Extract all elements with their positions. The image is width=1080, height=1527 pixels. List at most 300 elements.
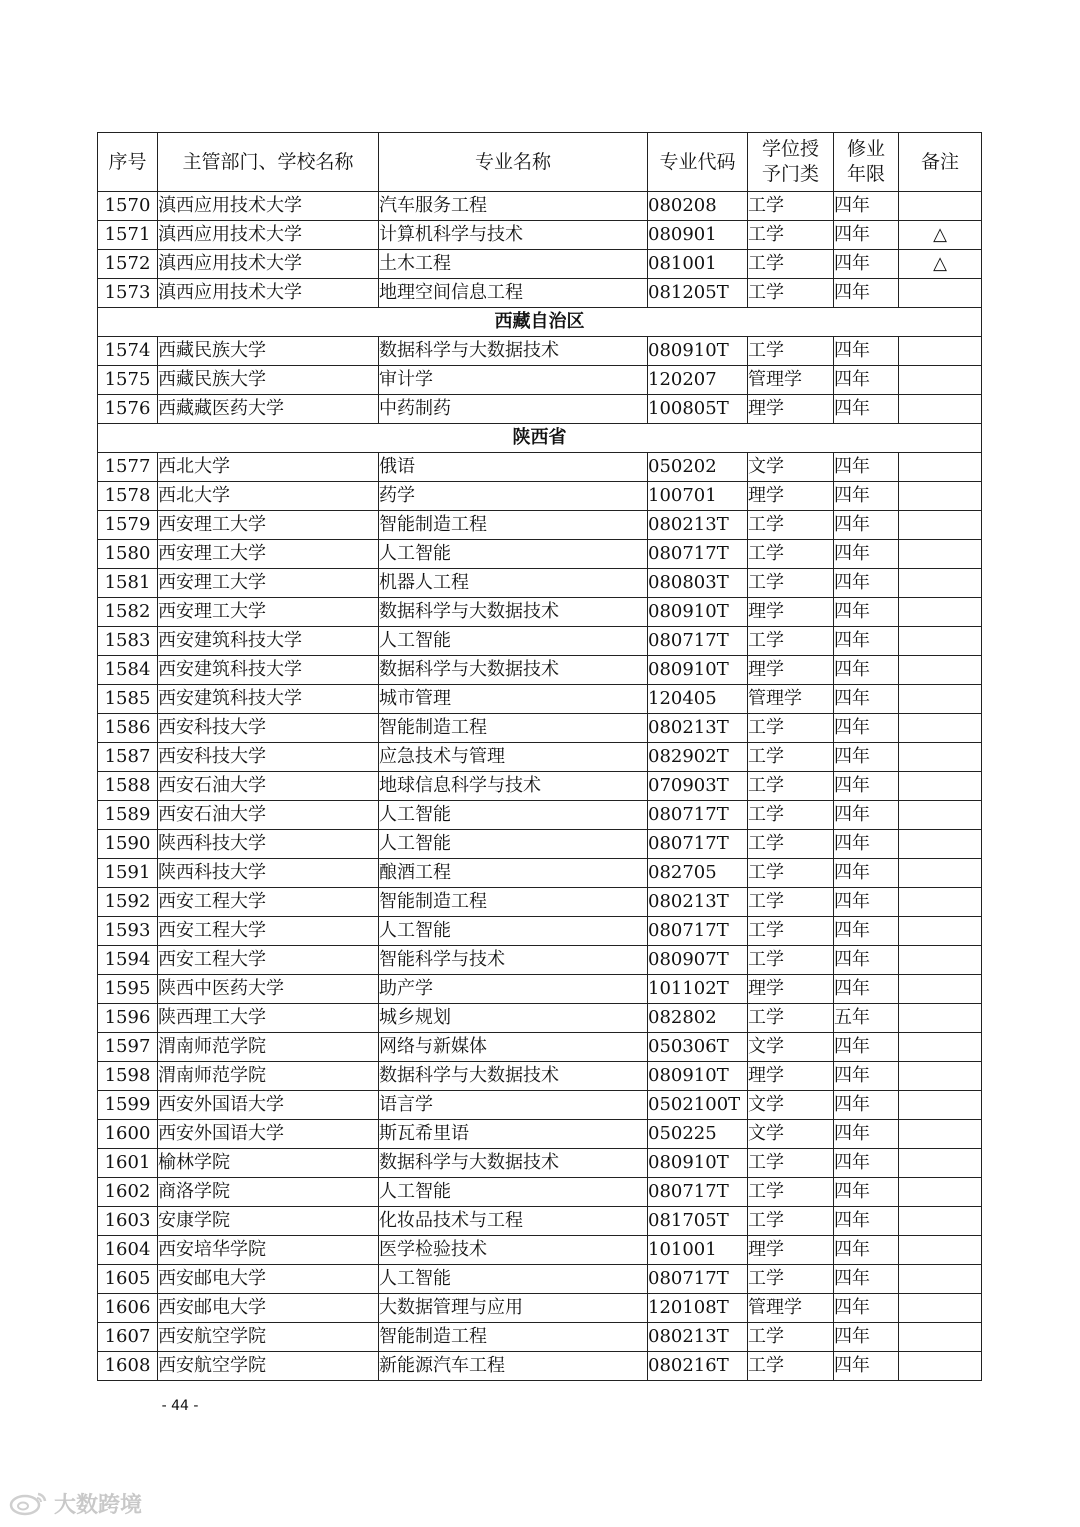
cell-seq: 1599 — [98, 1091, 158, 1120]
region-row — [98, 308, 982, 337]
cell-years: 四年 — [834, 221, 899, 250]
cell-major: 数据科学与大数据技术 — [379, 598, 648, 627]
cell-code: 080901 — [648, 221, 748, 250]
cell-code: 080717T — [648, 1265, 748, 1294]
cell-category: 工学 — [748, 859, 834, 888]
cell-note — [899, 772, 982, 801]
cell-seq: 1577 — [98, 453, 158, 482]
cell-major: 应急技术与管理 — [379, 743, 648, 772]
cell-seq: 1580 — [98, 540, 158, 569]
cell-note — [899, 1091, 982, 1120]
cell-school: 西安理工大学 — [158, 598, 379, 627]
header-years-line1: 修业 — [846, 138, 885, 160]
header-category-line1: 学位授 — [761, 138, 819, 160]
cell-seq: 1576 — [98, 395, 158, 424]
cell-years: 四年 — [834, 1323, 899, 1352]
cell-code: 070903T — [648, 772, 748, 801]
table-row — [98, 975, 982, 1004]
cell-code: 080910T — [648, 598, 748, 627]
cell-school: 西藏藏医药大学 — [158, 395, 379, 424]
cell-note — [899, 1236, 982, 1265]
table-row — [98, 627, 982, 656]
cell-seq: 1585 — [98, 685, 158, 714]
table-row — [98, 772, 982, 801]
cell-code: 082802 — [648, 1004, 748, 1033]
region-name: 西藏自治区 — [98, 308, 982, 337]
table-row — [98, 917, 982, 946]
cell-major: 俄语 — [379, 453, 648, 482]
cell-category: 工学 — [748, 946, 834, 975]
watermark-text: 大数跨境 — [54, 1492, 143, 1518]
cell-seq: 1583 — [98, 627, 158, 656]
header-seq: 序号 — [98, 133, 158, 192]
header-category-line2: 予门类 — [761, 163, 819, 185]
cell-category: 工学 — [748, 1149, 834, 1178]
cell-years: 五年 — [834, 1004, 899, 1033]
table-row — [98, 598, 982, 627]
cell-years: 四年 — [834, 1120, 899, 1149]
cell-school: 西安建筑科技大学 — [158, 685, 379, 714]
cell-years: 四年 — [834, 1236, 899, 1265]
cell-code: 080717T — [648, 830, 748, 859]
cell-seq: 1591 — [98, 859, 158, 888]
cell-school: 西安工程大学 — [158, 888, 379, 917]
cell-seq: 1574 — [98, 337, 158, 366]
table-row — [98, 1149, 982, 1178]
cell-school: 西安建筑科技大学 — [158, 656, 379, 685]
cell-category: 工学 — [748, 337, 834, 366]
cell-years: 四年 — [834, 598, 899, 627]
weibo-logo-icon — [8, 1490, 48, 1516]
cell-note — [899, 1062, 982, 1091]
cell-school: 西安建筑科技大学 — [158, 627, 379, 656]
cell-category: 工学 — [748, 1207, 834, 1236]
cell-category: 工学 — [748, 917, 834, 946]
cell-years: 四年 — [834, 1178, 899, 1207]
cell-note — [899, 685, 982, 714]
cell-school: 渭南师范学院 — [158, 1033, 379, 1062]
cell-note — [899, 395, 982, 424]
cell-code: 081001 — [648, 250, 748, 279]
cell-note — [899, 1178, 982, 1207]
table-row — [98, 801, 982, 830]
table-row — [98, 511, 982, 540]
cell-major: 人工智能 — [379, 627, 648, 656]
cell-category: 理学 — [748, 598, 834, 627]
cell-code: 120207 — [648, 366, 748, 395]
cell-category: 文学 — [748, 1033, 834, 1062]
cell-major: 智能制造工程 — [379, 714, 648, 743]
cell-note — [899, 830, 982, 859]
header-note: 备注 — [899, 133, 982, 192]
table-row — [98, 714, 982, 743]
cell-major: 土木工程 — [379, 250, 648, 279]
table-row — [98, 192, 982, 221]
table-row — [98, 279, 982, 308]
cell-major: 智能制造工程 — [379, 1323, 648, 1352]
cell-note — [899, 1352, 982, 1381]
cell-years: 四年 — [834, 859, 899, 888]
cell-major: 智能科学与技术 — [379, 946, 648, 975]
cell-seq: 1600 — [98, 1120, 158, 1149]
cell-school: 西安理工大学 — [158, 540, 379, 569]
cell-years: 四年 — [834, 627, 899, 656]
region-name: 陕西省 — [98, 424, 982, 453]
cell-code: 100701 — [648, 482, 748, 511]
cell-note — [899, 540, 982, 569]
cell-category: 工学 — [748, 743, 834, 772]
cell-note — [899, 743, 982, 772]
cell-seq: 1571 — [98, 221, 158, 250]
cell-major: 数据科学与大数据技术 — [379, 656, 648, 685]
cell-major: 城市管理 — [379, 685, 648, 714]
cell-major: 酿酒工程 — [379, 859, 648, 888]
cell-code: 050225 — [648, 1120, 748, 1149]
cell-seq: 1596 — [98, 1004, 158, 1033]
cell-code: 0502100T — [648, 1091, 748, 1120]
table-row — [98, 482, 982, 511]
cell-category: 工学 — [748, 1352, 834, 1381]
cell-code: 101001 — [648, 1236, 748, 1265]
cell-years: 四年 — [834, 366, 899, 395]
cell-seq: 1572 — [98, 250, 158, 279]
cell-school: 西安邮电大学 — [158, 1265, 379, 1294]
cell-school: 西安外国语大学 — [158, 1120, 379, 1149]
cell-category: 工学 — [748, 627, 834, 656]
cell-years: 四年 — [834, 1062, 899, 1091]
cell-major: 新能源汽车工程 — [379, 1352, 648, 1381]
table-row — [98, 250, 982, 279]
cell-note — [899, 859, 982, 888]
cell-category: 工学 — [748, 279, 834, 308]
cell-years: 四年 — [834, 975, 899, 1004]
cell-seq: 1608 — [98, 1352, 158, 1381]
cell-code: 080910T — [648, 337, 748, 366]
cell-years: 四年 — [834, 830, 899, 859]
cell-years: 四年 — [834, 917, 899, 946]
cell-code: 081705T — [648, 1207, 748, 1236]
cell-category: 理学 — [748, 482, 834, 511]
table-row — [98, 395, 982, 424]
cell-years: 四年 — [834, 511, 899, 540]
cell-seq: 1597 — [98, 1033, 158, 1062]
cell-seq: 1593 — [98, 917, 158, 946]
cell-seq: 1594 — [98, 946, 158, 975]
cell-school: 商洛学院 — [158, 1178, 379, 1207]
cell-seq: 1605 — [98, 1265, 158, 1294]
cell-seq: 1579 — [98, 511, 158, 540]
cell-seq: 1604 — [98, 1236, 158, 1265]
table-row — [98, 540, 982, 569]
cell-seq: 1598 — [98, 1062, 158, 1091]
cell-category: 工学 — [748, 250, 834, 279]
cell-school: 西安科技大学 — [158, 714, 379, 743]
table-row — [98, 569, 982, 598]
cell-note — [899, 1207, 982, 1236]
cell-code: 080213T — [648, 511, 748, 540]
cell-seq: 1586 — [98, 714, 158, 743]
cell-seq: 1584 — [98, 656, 158, 685]
cell-code: 080910T — [648, 1149, 748, 1178]
table-row — [98, 337, 982, 366]
cell-category: 工学 — [748, 540, 834, 569]
table-row — [98, 888, 982, 917]
cell-years: 四年 — [834, 1352, 899, 1381]
cell-note — [899, 946, 982, 975]
table-row — [98, 1236, 982, 1265]
cell-category: 管理学 — [748, 1294, 834, 1323]
cell-category: 工学 — [748, 801, 834, 830]
cell-major: 智能制造工程 — [379, 511, 648, 540]
cell-major: 网络与新媒体 — [379, 1033, 648, 1062]
cell-years: 四年 — [834, 801, 899, 830]
cell-years: 四年 — [834, 540, 899, 569]
cell-seq: 1575 — [98, 366, 158, 395]
table-row — [98, 1091, 982, 1120]
cell-major: 计算机科学与技术 — [379, 221, 648, 250]
cell-major: 人工智能 — [379, 830, 648, 859]
cell-note — [899, 192, 982, 221]
cell-code: 120108T — [648, 1294, 748, 1323]
cell-note — [899, 453, 982, 482]
table-row — [98, 1265, 982, 1294]
table-row — [98, 859, 982, 888]
cell-note — [899, 1294, 982, 1323]
cell-code: 080910T — [648, 1062, 748, 1091]
cell-years: 四年 — [834, 685, 899, 714]
cell-category: 理学 — [748, 975, 834, 1004]
cell-school: 西安培华学院 — [158, 1236, 379, 1265]
cell-note — [899, 1149, 982, 1178]
cell-seq: 1590 — [98, 830, 158, 859]
cell-note — [899, 917, 982, 946]
cell-category: 工学 — [748, 192, 834, 221]
cell-code: 081205T — [648, 279, 748, 308]
cell-school: 陕西科技大学 — [158, 859, 379, 888]
cell-seq: 1581 — [98, 569, 158, 598]
cell-note — [899, 279, 982, 308]
cell-note — [899, 1033, 982, 1062]
cell-note — [899, 1265, 982, 1294]
majors-table — [97, 132, 982, 1381]
cell-major: 审计学 — [379, 366, 648, 395]
cell-school: 西安航空学院 — [158, 1323, 379, 1352]
cell-major: 汽车服务工程 — [379, 192, 648, 221]
table-row — [98, 1120, 982, 1149]
cell-note — [899, 975, 982, 1004]
cell-code: 050202 — [648, 453, 748, 482]
table-row — [98, 656, 982, 685]
cell-seq: 1582 — [98, 598, 158, 627]
table-row — [98, 453, 982, 482]
cell-years: 四年 — [834, 1149, 899, 1178]
cell-note — [899, 1004, 982, 1033]
cell-major: 语言学 — [379, 1091, 648, 1120]
cell-years: 四年 — [834, 569, 899, 598]
cell-major: 人工智能 — [379, 1265, 648, 1294]
cell-note — [899, 801, 982, 830]
cell-category: 工学 — [748, 1323, 834, 1352]
cell-school: 西安石油大学 — [158, 772, 379, 801]
header-row — [98, 133, 982, 192]
cell-school: 榆林学院 — [158, 1149, 379, 1178]
cell-major: 人工智能 — [379, 540, 648, 569]
cell-major: 地理空间信息工程 — [379, 279, 648, 308]
table-body — [98, 192, 982, 1381]
cell-school: 西北大学 — [158, 453, 379, 482]
cell-code: 080213T — [648, 1323, 748, 1352]
table-row — [98, 946, 982, 975]
cell-seq: 1595 — [98, 975, 158, 1004]
cell-major: 城乡规划 — [379, 1004, 648, 1033]
cell-school: 西北大学 — [158, 482, 379, 511]
cell-category: 工学 — [748, 569, 834, 598]
table-row — [98, 830, 982, 859]
cell-years: 四年 — [834, 1265, 899, 1294]
header-major: 专业名称 — [379, 133, 648, 192]
cell-seq: 1587 — [98, 743, 158, 772]
cell-category: 工学 — [748, 511, 834, 540]
cell-note — [899, 569, 982, 598]
table-row — [98, 1004, 982, 1033]
cell-school: 陕西中医药大学 — [158, 975, 379, 1004]
cell-school: 西安航空学院 — [158, 1352, 379, 1381]
cell-seq: 1589 — [98, 801, 158, 830]
cell-years: 四年 — [834, 1033, 899, 1062]
header-school: 主管部门、学校名称 — [158, 133, 379, 192]
cell-years: 四年 — [834, 1294, 899, 1323]
cell-category: 工学 — [748, 714, 834, 743]
cell-seq: 1607 — [98, 1323, 158, 1352]
cell-major: 助产学 — [379, 975, 648, 1004]
cell-code: 080213T — [648, 888, 748, 917]
header-category — [748, 133, 834, 192]
cell-category: 管理学 — [748, 366, 834, 395]
watermark — [8, 1488, 142, 1518]
cell-major: 人工智能 — [379, 1178, 648, 1207]
table-row — [98, 1033, 982, 1062]
cell-major: 斯瓦希里语 — [379, 1120, 648, 1149]
cell-code: 080907T — [648, 946, 748, 975]
cell-school: 西安理工大学 — [158, 569, 379, 598]
cell-years: 四年 — [834, 395, 899, 424]
cell-category: 理学 — [748, 1236, 834, 1265]
cell-note — [899, 598, 982, 627]
cell-category: 理学 — [748, 395, 834, 424]
cell-note — [899, 1120, 982, 1149]
cell-major: 中药制药 — [379, 395, 648, 424]
cell-years: 四年 — [834, 279, 899, 308]
cell-code: 080717T — [648, 627, 748, 656]
cell-note: △ — [899, 221, 982, 250]
cell-seq: 1603 — [98, 1207, 158, 1236]
cell-years: 四年 — [834, 772, 899, 801]
cell-category: 工学 — [748, 221, 834, 250]
cell-code: 080216T — [648, 1352, 748, 1381]
cell-years: 四年 — [834, 743, 899, 772]
table-header — [98, 133, 982, 192]
cell-major: 数据科学与大数据技术 — [379, 1062, 648, 1091]
table-row — [98, 685, 982, 714]
cell-category: 理学 — [748, 1062, 834, 1091]
cell-school: 西安科技大学 — [158, 743, 379, 772]
cell-school: 西安工程大学 — [158, 917, 379, 946]
table-row — [98, 1352, 982, 1381]
cell-note — [899, 337, 982, 366]
cell-code: 080717T — [648, 1178, 748, 1207]
table-row — [98, 221, 982, 250]
cell-major: 人工智能 — [379, 917, 648, 946]
cell-note — [899, 366, 982, 395]
table-row — [98, 743, 982, 772]
cell-note — [899, 888, 982, 917]
cell-seq: 1570 — [98, 192, 158, 221]
table-row — [98, 1207, 982, 1236]
cell-category: 工学 — [748, 772, 834, 801]
table-row — [98, 1323, 982, 1352]
cell-school: 陕西理工大学 — [158, 1004, 379, 1033]
header-years — [834, 133, 899, 192]
cell-code: 080213T — [648, 714, 748, 743]
page-number: - 44 - — [161, 1398, 199, 1414]
cell-major: 机器人工程 — [379, 569, 648, 598]
cell-major: 大数据管理与应用 — [379, 1294, 648, 1323]
cell-code: 050306T — [648, 1033, 748, 1062]
cell-note — [899, 482, 982, 511]
cell-school: 西安工程大学 — [158, 946, 379, 975]
cell-code: 080717T — [648, 917, 748, 946]
cell-major: 人工智能 — [379, 801, 648, 830]
cell-school: 安康学院 — [158, 1207, 379, 1236]
cell-years: 四年 — [834, 337, 899, 366]
cell-major: 药学 — [379, 482, 648, 511]
cell-category: 工学 — [748, 1178, 834, 1207]
header-code: 专业代码 — [648, 133, 748, 192]
cell-category: 理学 — [748, 656, 834, 685]
cell-major: 医学检验技术 — [379, 1236, 648, 1265]
cell-years: 四年 — [834, 888, 899, 917]
cell-code: 080208 — [648, 192, 748, 221]
cell-seq: 1601 — [98, 1149, 158, 1178]
cell-school: 滇西应用技术大学 — [158, 221, 379, 250]
cell-years: 四年 — [834, 250, 899, 279]
cell-note — [899, 656, 982, 685]
cell-years: 四年 — [834, 656, 899, 685]
cell-major: 地球信息科学与技术 — [379, 772, 648, 801]
cell-code: 080717T — [648, 801, 748, 830]
cell-category: 工学 — [748, 1004, 834, 1033]
cell-category: 工学 — [748, 830, 834, 859]
cell-note — [899, 1323, 982, 1352]
cell-category: 工学 — [748, 888, 834, 917]
cell-years: 四年 — [834, 1091, 899, 1120]
cell-years: 四年 — [834, 453, 899, 482]
cell-school: 西安理工大学 — [158, 511, 379, 540]
cell-code: 080910T — [648, 656, 748, 685]
cell-category: 文学 — [748, 453, 834, 482]
cell-school: 滇西应用技术大学 — [158, 250, 379, 279]
cell-code: 080717T — [648, 540, 748, 569]
cell-major: 化妆品技术与工程 — [379, 1207, 648, 1236]
cell-category: 工学 — [748, 1265, 834, 1294]
cell-major: 数据科学与大数据技术 — [379, 1149, 648, 1178]
cell-seq: 1573 — [98, 279, 158, 308]
cell-major: 数据科学与大数据技术 — [379, 337, 648, 366]
cell-years: 四年 — [834, 714, 899, 743]
cell-school: 西安石油大学 — [158, 801, 379, 830]
cell-code: 082902T — [648, 743, 748, 772]
cell-note — [899, 511, 982, 540]
